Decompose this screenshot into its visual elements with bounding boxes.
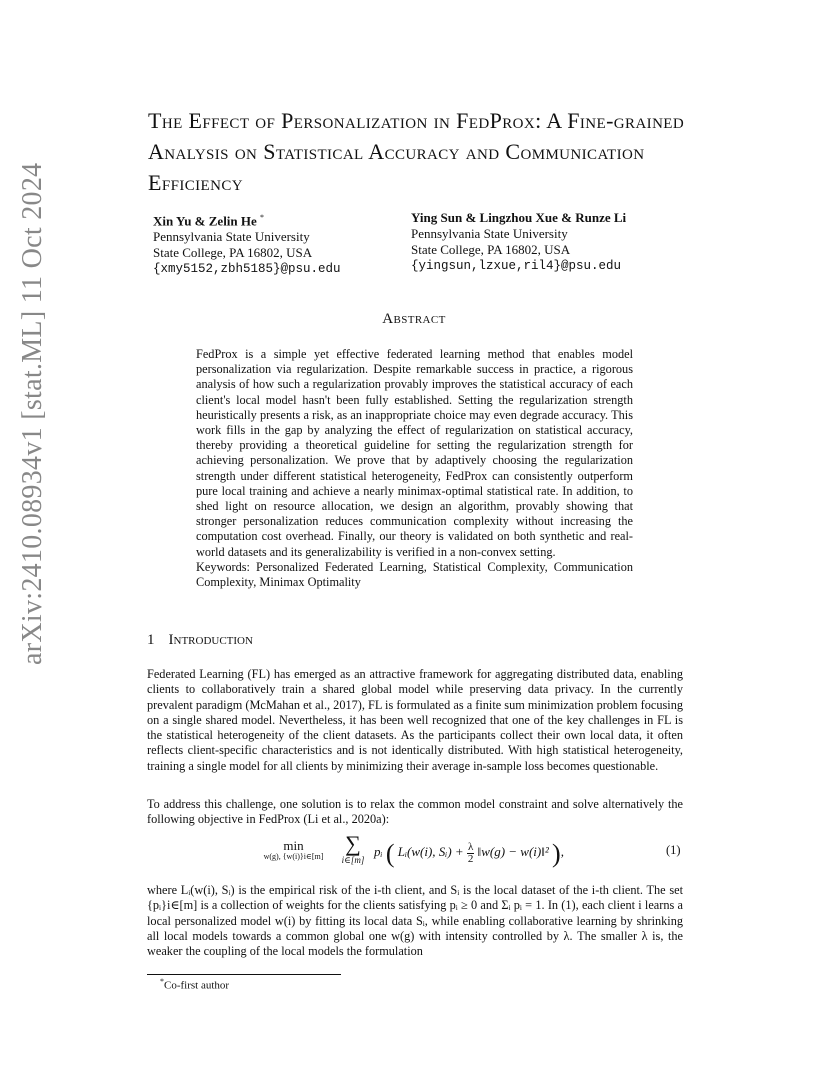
- intro-paragraph-3: where Lᵢ(w(i), Sᵢ) is the empirical risk of the i-th client, and Sᵢ is the local dataset of the i-th client. The set {pᵢ}i∈[m] is a collection of weights for the clients satisfying pᵢ ≥ 0 and Σᵢ pᵢ = 1. In (1), each client i learns a local personalized model w(i) by fitting its local data Sᵢ, while enabling collaborative learning by shrinking all local models towards a common global one w(g) with intensity controlled by λ. The smaller λ is, the weaker the coupling of the local models the formulation: [147, 883, 683, 959]
- min-operator: min: [283, 838, 304, 853]
- keywords: Keywords: Personalized Federated Learning, Statistical Complexity, Communication Complexity, Minimax Optimality: [196, 559, 633, 590]
- section-title: Introduction: [168, 632, 253, 648]
- min-subscript: w(g), {w(i)}i∈[m]: [263, 852, 324, 861]
- author-affiliation: Pennsylvania State University: [153, 229, 310, 245]
- author-email: {xmy5152,zbh5185}@psu.edu: [153, 262, 341, 277]
- abstract-text: FedProx is a simple yet effective federated learning method that enables model personalization via regularization. Despite remarkable success in practice, a rigorous analysis of how such a regularization provably improves the statistical accuracy of each client's local model hasn't been fully established. Setting the regularization strength heuristically presents a risk, as an inappropriate choice may even degrade accuracy. This work fills in the gap by analyzing the effect of regularization on statistical accuracy, thereby providing a theoretical guideline for setting the regularization strength for achieving personalization. We prove that by adaptively choosing the regularization strength under different statistical heterogeneity, FedProx can consistently outperform pure local training and achieve a nearly minimax-optimal statistical rate. In addition, to shed light on resource allocation, we design an algorithm, provably showing that stronger personalization reduces communication complexity without increasing the computation cost overhead. Finally, our theory is validated on both synthetic and real-world datasets and its generalizability is verified in a non-convex setting.: [196, 347, 633, 559]
- section-number: 1: [147, 632, 155, 648]
- equation-1: [246, 833, 686, 871]
- abstract-heading: Abstract: [382, 311, 446, 327]
- author-names: Ying Sun & Lingzhou Xue & Runze Li: [411, 210, 627, 225]
- intro-paragraph-2: To address this challenge, one solution is to relax the common model constraint and solve alternatively the following objective in FedProx (Li et al., 2020a):: [147, 797, 683, 827]
- co-first-mark: *: [260, 213, 265, 222]
- footnote-divider: [147, 974, 341, 975]
- weight-term: pᵢ: [374, 844, 383, 859]
- footnote: [160, 977, 229, 992]
- intro-paragraph-1: Federated Learning (FL) has emerged as an attractive framework for aggregating distributed data, enabling clients to collaboratively train a shared global model while preserving data privacy. In the currently prevalent paradigm (McMahan et al., 2017), FL is formulated as a finite sum minimization problem focusing on a single shared model. Nevertheless, it has been well recognized that one of the key challenges in FL is the statistical heterogeneity of the client datasets. As the participants collect their own local data, it often reflects client-specific characteristics and is not identically distributed. With high statistical heterogeneity, training a single model for all clients by minimizing their average in-sample loss becomes questionable.: [147, 667, 683, 773]
- left-paren: (: [385, 839, 395, 868]
- author-block-right: [411, 210, 626, 274]
- arxiv-identifier: arXiv:2410.08934v1 [stat.ML] 11 Oct 2024: [17, 162, 48, 665]
- equation-body: pᵢ ( Lᵢ(w(i), Sᵢ) + $\frac{\lambda}{2}$ ‖w(g) − w(i)‖² ),: [374, 839, 564, 868]
- equation-sum: [338, 833, 368, 866]
- risk-term: Lᵢ(w(i), Sᵢ) +: [397, 844, 464, 859]
- lambda-fraction: $\frac{\lambda}{2}$: [467, 840, 474, 865]
- paper-title: The Effect of Personalization in FedProx: A Fine-grained Analysis on Statistical Accuracy and Communication Efficiency: [148, 108, 685, 195]
- footnote-mark: *: [160, 977, 164, 986]
- section-heading: [147, 632, 253, 649]
- author-names: Xin Yu & Zelin He *: [153, 213, 265, 229]
- sum-symbol: ∑: [345, 831, 361, 856]
- author-address: State College, PA 16802, USA: [411, 242, 571, 257]
- author-email: {yingsun,lzxue,ril4}@psu.edu: [411, 259, 622, 273]
- penalty-term: ‖w(g) − w(i)‖²: [477, 844, 549, 859]
- right-paren: ): [552, 839, 561, 868]
- author-block-left: [153, 210, 341, 277]
- footnote-text: Co-first author: [164, 979, 230, 992]
- equation-number: (1): [666, 843, 681, 857]
- author-affiliation: Pennsylvania State University: [411, 226, 568, 241]
- abstract: [196, 347, 633, 590]
- sum-subscript: i∈[m]: [341, 855, 365, 865]
- equation-min: [246, 838, 341, 861]
- author-address: State College, PA 16802, USA: [153, 245, 313, 261]
